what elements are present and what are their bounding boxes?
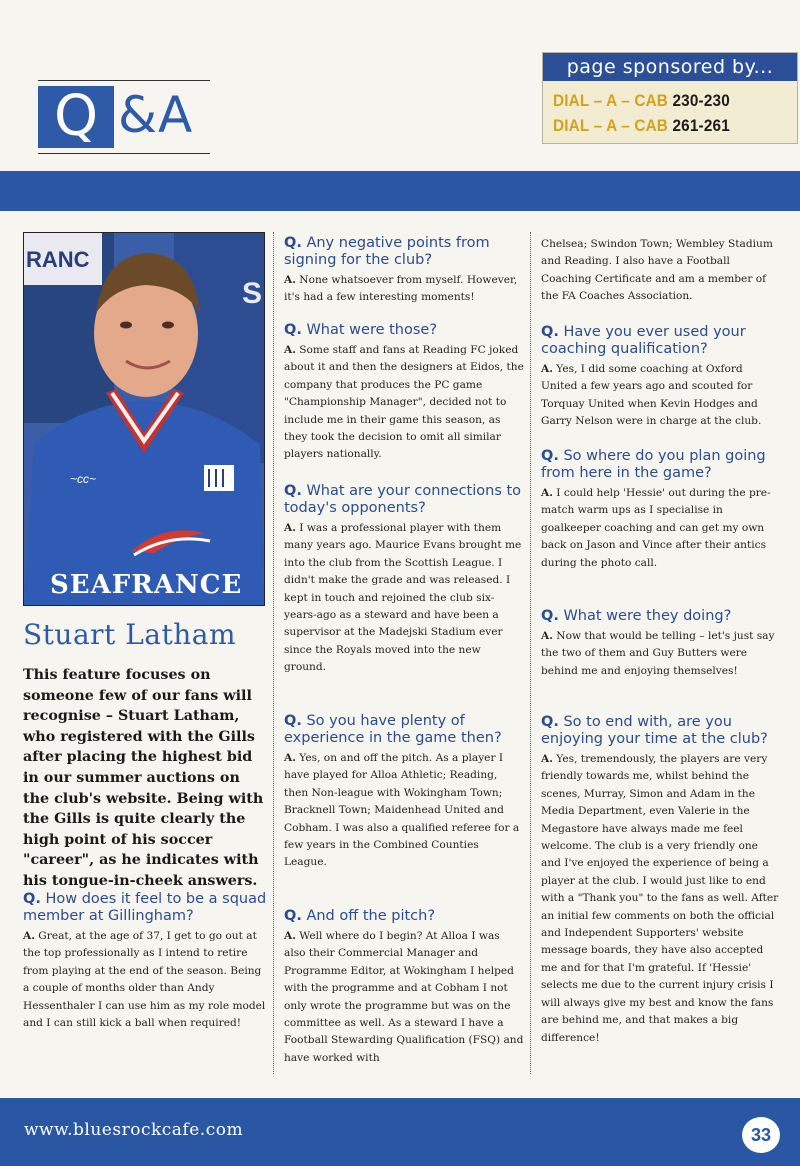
logo-q-box: Q xyxy=(38,86,114,148)
question: Q. Any negative points from signing for the club? xyxy=(284,235,490,268)
answer: A. Yes, I did some coaching at Oxford United a few years ago and scouted for Torquay United when Kevin Hodges and Garry Nelson were in charge at the club. xyxy=(541,363,762,428)
question: Q. So you have plenty of experience in the game then? xyxy=(284,713,502,746)
header-blue-band xyxy=(0,171,800,211)
question: Q. So where do you plan going from here in the game? xyxy=(541,448,766,481)
question: Q. What were they doing? xyxy=(541,608,732,624)
svg-text:~cc~: ~cc~ xyxy=(70,472,97,486)
qa-item xyxy=(541,714,781,1047)
logo-ampersand-a: &A xyxy=(118,86,194,144)
answer: A. Yes, on and off the pitch. As a player I have played for Alloa Athletic; Reading, then Non-league with Wokingham Town; Bracknell Town; Maidenhead United and Cobham. I was also a qualified referee for a few years in the Combined Counties League. xyxy=(284,752,520,869)
logo-rule-bottom xyxy=(38,153,210,154)
photo-banner-text: RANC xyxy=(26,247,90,272)
logo-rule-top xyxy=(38,80,210,81)
answer: A. Yes, tremendously, the players are very friendly towards me, whilst behind the scenes, Murray, Simon and Adam in the Media Department, even Valerie in the Megastore have always made me feel welcome. The club is a very friendly one and I've enjoyed the experience of being a player at the club. I would just like to end with a "Thank you" to the fans as well. After an initial few comments on both the official and Independent Supporters' website message boards, they have also accepted me and for that I'm grateful. If 'Hessie' selects me due to the current injury crisis I will always give my best and know the fans are behind me, and that makes a big difference! xyxy=(541,753,779,1044)
question: Q. And off the pitch? xyxy=(284,908,436,924)
question: Q. So to end with, are you enjoying your time at the club? xyxy=(541,714,768,747)
column-separator xyxy=(273,232,274,1074)
answer: A. Now that would be telling – let's just say the two of them and Guy Butters were behind me and enjoying themselves! xyxy=(541,630,775,677)
answer: A. None whatsoever from myself. However, it's had a few interesting moments! xyxy=(284,274,518,304)
sponsor-number: 230-230 xyxy=(672,91,730,110)
sponsor-line-1 xyxy=(553,91,730,111)
intro-paragraph: This feature focuses on someone few of our fans will recognise – Stuart Latham, who registered with the Gills after placing the highest bid in our summer auctions on the club's website. Being with the Gills is quite clearly the high point of his soccer "career", as he indicates with his tongue-in-cheek answers. xyxy=(23,667,264,889)
answer: A. Great, at the age of 37, I get to go out at the top professionally as I intend to retire from playing at the end of the season. Being a couple of months older than Andy Hessenthaler I can use him as my role model and I can still kick a ball when required! xyxy=(23,930,266,1030)
sponsor-number: 261-261 xyxy=(672,116,730,135)
footer-url: www.bluesrockcafe.com xyxy=(24,1120,244,1140)
sponsor-label: DIAL – A – CAB xyxy=(553,116,669,135)
question: Q. What are your connections to today's opponents? xyxy=(284,483,522,516)
sponsor-title: page sponsored by... xyxy=(543,53,797,81)
answer: A. Well where do I begin? At Alloa I was also their Commercial Manager and Programme Editor, at Wokingham I helped with the programme and at Cobham I not only wrote the programme but was on the committee as well. As a steward I have a Football Stewarding Qualification (FSQ) and have worked with xyxy=(284,930,524,1064)
answer: A. I was a professional player with them many years ago. Maurice Evans brought me into the club from the Scottish League. I didn't make the grade and was released. I kept in touch and rejoined the club six-years-ago as a steward and have been a supervisor at the Madejski Stadium ever since the Royals moved into the new ground. xyxy=(284,522,522,674)
qa-item xyxy=(284,713,524,872)
qa-item xyxy=(541,324,781,431)
person-name: Stuart Latham xyxy=(23,618,237,651)
answer: A. I could help 'Hessie' out during the pre-match warm ups as I specialise in goalkeeper coaching and can get my own back on Jason and Vince after their antics during the photo call. xyxy=(541,487,771,569)
answer: A. Some staff and fans at Reading FC joked about it and then the designers at Eidos, the company that produces the PC game "Championship Manager", decided not to include me in their game this season, as they took the decision to omit all similar players nationally. xyxy=(284,344,524,461)
qa-continuation xyxy=(541,236,781,306)
sponsor-label: DIAL – A – CAB xyxy=(553,91,669,110)
answer-continued: Chelsea; Swindon Town; Wembley Stadium and Reading. I also have a Football Coaching Certificate and am a member of the FA Coaches Association. xyxy=(541,238,773,303)
qa-item xyxy=(541,608,781,680)
sponsor-box xyxy=(542,52,798,144)
page-number: 33 xyxy=(742,1117,780,1153)
sponsor-line-2 xyxy=(553,116,730,136)
svg-text:S: S xyxy=(242,277,263,310)
qa-item xyxy=(284,235,524,307)
qa-item xyxy=(284,483,524,677)
photo-shirt-text: SEAFRANCE xyxy=(50,570,243,600)
qa-item xyxy=(541,448,781,572)
question: Q. What were those? xyxy=(284,322,438,338)
qa-item xyxy=(284,908,524,1067)
column-separator xyxy=(530,232,531,1074)
player-photo xyxy=(23,232,265,606)
question: Q. Have you ever used your coaching qualification? xyxy=(541,324,746,357)
qa-item xyxy=(284,322,524,464)
qa-item xyxy=(23,891,269,1032)
question: Q. How does it feel to be a squad member at Gillingham? xyxy=(23,891,267,924)
